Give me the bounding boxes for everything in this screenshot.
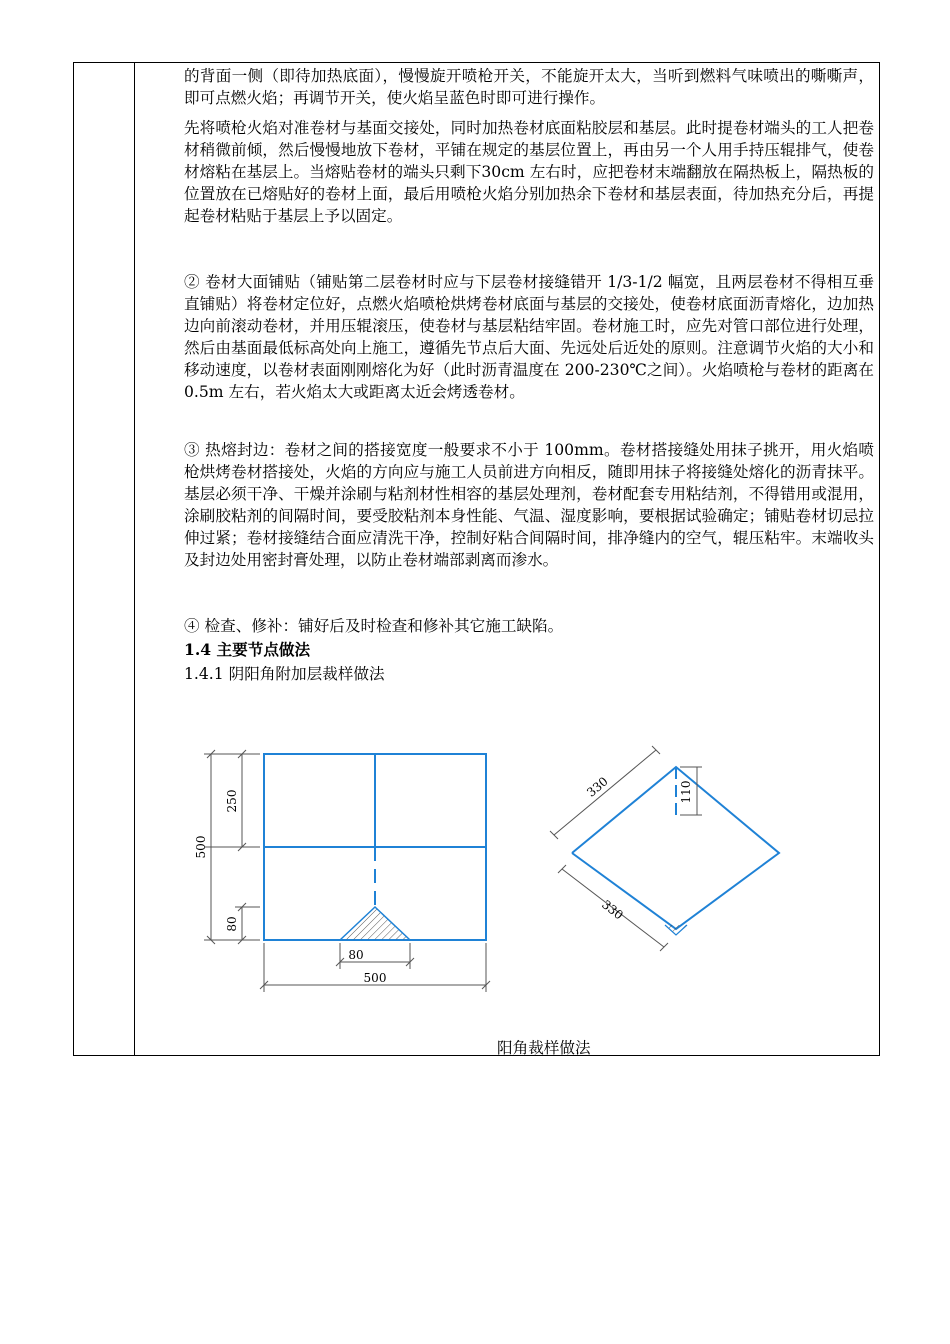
- diamond-bottom-hatch: [665, 925, 687, 935]
- table-left-column: [74, 63, 135, 1055]
- dim-label-500-horizontal: 500: [363, 971, 387, 985]
- dim-label-330-top: 330: [584, 774, 611, 800]
- paragraph-seal-edge: ③ 热熔封边：卷材之间的搭接宽度一般要求不小于 100mm。卷材搭接缝处用抹子挑开，用火焰喷枪烘烤卷材搭接处，火焰的方向应与施工人员前进方向相反，随即用抹子将接缝处熔化的沥青抹平。基层必须干净、干燥并涂刷与粘剂材性相容的基层处理剂，卷材配套专用粘结剂，不得错用或混用，涂刷胶粘剂的间隔时间，要受胶粘剂本身性能、气温、湿度影响，要根据试验确定；铺贴卷材切忌拉伸过紧；卷材接缝结合面应清洗干净，控制好粘合间隔时间，排净缝内的空气，辊压粘牢。末端收头及封边处用密封膏处理，以防止卷材端部剥离而渗水。: [184, 441, 874, 570]
- figure-caption: 阳角裁样做法: [497, 1039, 591, 1057]
- dim-label-80-vertical: 80: [225, 916, 239, 932]
- dim-label-330-bottom: 330: [599, 897, 626, 923]
- dim-label-250: 250: [225, 789, 239, 813]
- inside-corner-drawing: [194, 750, 490, 992]
- paragraph-heating: 先将喷枪火焰对准卷材与基面交接处，同时加热卷材底面粘胶层和基层。此时提卷材端头的工人把卷材稍微前倾，然后慢慢地放下卷材，平铺在规定的基层位置上，再由另一个人用手持压辊排气，使卷材熔粘在基层上。当熔贴卷材的端头只剩下30cm 左右时，应把卷材末端翻放在隔热板上，隔热板的位置放在已熔贴好的卷材上面，最后用喷枪火焰分别加热余下卷材和基层表面，待加热充分后，再提起卷材粘贴于基层上予以固定。: [184, 119, 874, 226]
- outside-corner-drawing: [550, 746, 779, 951]
- paragraph-ignition: 的背面一侧（即待加热底面），慢慢旋开喷枪开关，不能旋开太大，当听到燃料气味喷出的嘶嘶声，即可点燃火焰；再调节开关，使火焰呈蓝色时即可进行操作。: [184, 67, 874, 108]
- dim-line-330-top: [554, 750, 656, 835]
- paragraph-large-area: ② 卷材大面铺贴（铺贴第二层卷材时应与下层卷材接缝错开 1/3-1/2 幅宽，且两层卷材不得相互垂直铺贴）将卷材定位好，点燃火焰喷枪烘烤卷材底面与基层的交接处，使卷材底面沥青熔化，边加热边向前滚动卷材，并用压辊滚压，使卷材与基层粘结牢固。卷材施工时，应先对管口部位进行处理，然后由基面最低标高处向上施工，遵循先节点后大面、先远处后近处的原则。注意调节火焰的大小和移动速度，以卷材表面刚刚熔化为好（此时沥青温度在 200-230℃之间）。火焰喷枪与卷材的距离在 0.5m 左右，若火焰太大或距离太近会烤透卷材。: [184, 273, 874, 402]
- tick-mark: [558, 865, 566, 873]
- dim-label-80-horizontal: 80: [348, 948, 364, 962]
- dim-label-110: 110: [679, 780, 693, 804]
- corner-cutting-figure: [190, 735, 790, 1035]
- paragraph-inspection: ④ 检查、修补：铺好后及时检查和修补其它施工缺陷。: [184, 617, 564, 635]
- dim-label-500-vertical: 500: [194, 835, 208, 859]
- hatched-triangle: [340, 907, 410, 940]
- section-heading-1-4-1: 1.4.1 阴阳角附加层裁样做法: [184, 665, 385, 683]
- section-heading-1-4: 1.4 主要节点做法: [184, 640, 311, 659]
- tick-mark: [660, 943, 668, 951]
